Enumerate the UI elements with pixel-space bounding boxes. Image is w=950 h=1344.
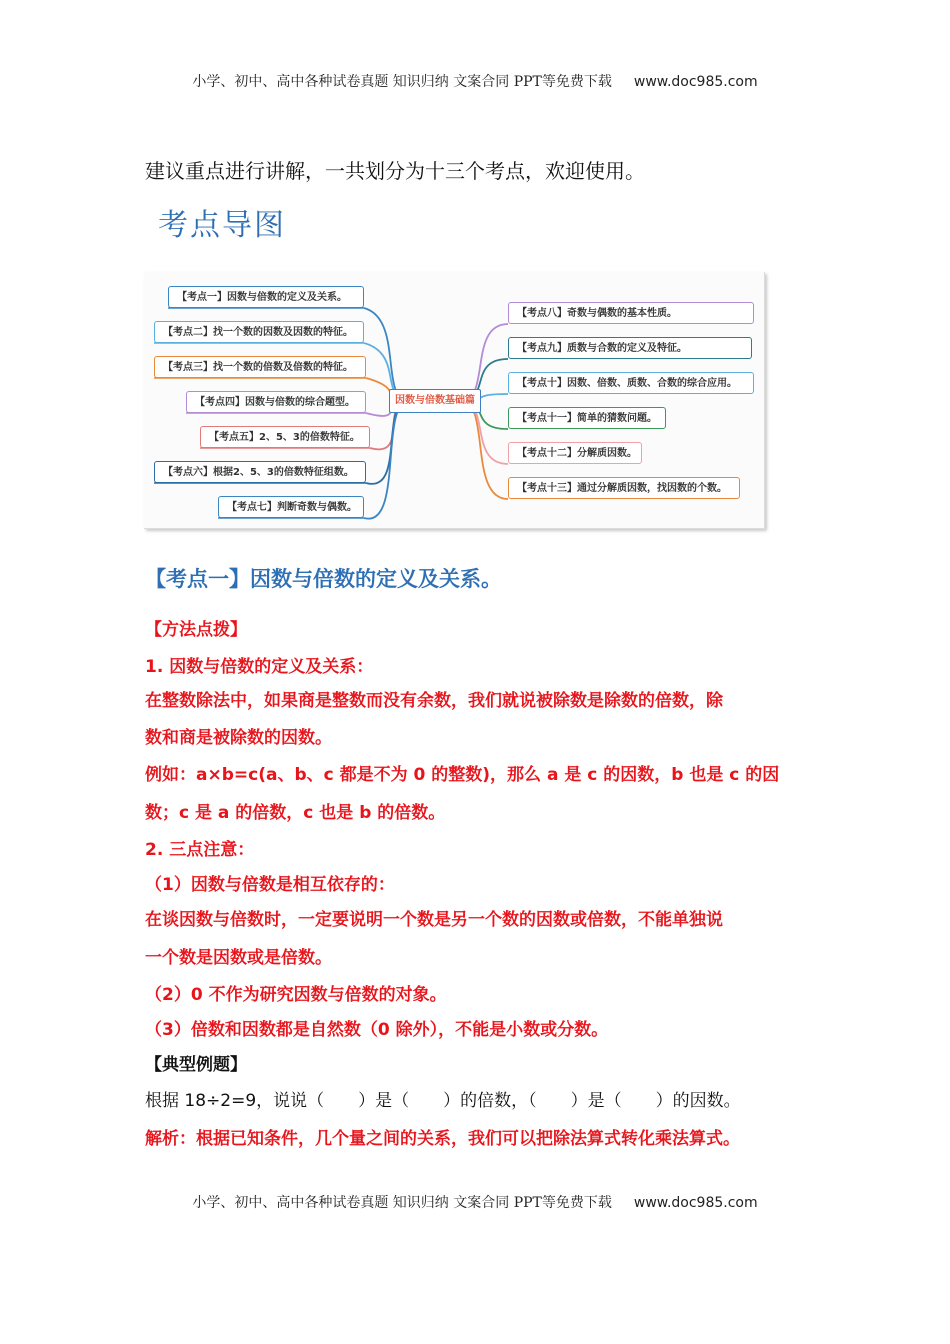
- mind-map-node-left-4: 【考点四】因数与倍数的综合题型。: [186, 391, 366, 413]
- footer-text: 小学、初中、高中各种试卷真题 知识归纳 文案合同 PPT等免费下载: [192, 1195, 612, 1211]
- mind-map-node-left-1: 【考点一】因数与倍数的定义及关系。: [168, 286, 364, 308]
- header-site[interactable]: www.doc985.com: [633, 74, 758, 90]
- n2-text: （2）0 不作为研究因数与倍数的对象。: [145, 985, 447, 1005]
- connector-right-6: [461, 401, 508, 499]
- mind-map-node-right-1: 【考点八】奇数与偶数的基本性质。: [508, 302, 754, 324]
- method-heading: 【方法点拨】: [145, 620, 247, 640]
- mind-map-node-left-2: 【考点二】找一个数的因数及因数的特征。: [154, 321, 364, 343]
- mind-map-node-right-5: 【考点十二】分解质因数。: [508, 442, 642, 464]
- n1-line1: 在谈因数与倍数时，一定要说明一个数是另一个数的因数或倍数，不能单独说: [145, 910, 723, 930]
- p1-line1: 在整数除法中，如果商是整数而没有余数，我们就说被除数是除数的倍数，除: [145, 691, 723, 711]
- n3-text: （3）倍数和因数都是自然数（0 除外），不能是小数或分数。: [145, 1020, 609, 1040]
- mind-map: [144, 272, 765, 529]
- mind-map-node-left-5: 【考点五】2、5、3的倍数特征。: [200, 426, 370, 448]
- map-title: 考点导图: [158, 208, 286, 243]
- page-header: [0, 71, 950, 91]
- connector-left-7: [364, 401, 409, 519]
- header-text: 小学、初中、高中各种试卷真题 知识归纳 文案合同 PPT等免费下载: [192, 74, 612, 90]
- connector-left-6: [366, 401, 409, 484]
- p2-heading: 2. 三点注意：: [145, 840, 255, 860]
- mind-map-node-left-7: 【考点七】判断奇数与偶数。: [218, 496, 364, 518]
- mind-map-node-right-4: 【考点十一】简单的猜数问题。: [508, 407, 666, 429]
- n1-heading: （1）因数与倍数是相互依存的：: [145, 875, 395, 895]
- example-question: 根据 18÷2=9，说说（ ）是（ ）的倍数，（ ）是（ ）的因数。: [145, 1091, 741, 1111]
- footer-site[interactable]: www.doc985.com: [633, 1195, 758, 1211]
- page-footer: [0, 1192, 950, 1212]
- p1-line4: 数；c 是 a 的倍数，c 也是 b 的倍数。: [145, 803, 446, 823]
- mind-map-node-right-2: 【考点九】质数与合数的定义及特征。: [508, 337, 752, 359]
- mind-map-node-right-6: 【考点十三】通过分解质因数，找因数的个数。: [508, 477, 740, 499]
- mind-map-center: 因数与倍数基础篇: [389, 389, 481, 413]
- mind-map-node-left-3: 【考点三】找一个数的倍数及倍数的特征。: [154, 356, 366, 378]
- intro-text: 建议重点进行讲解，一共划分为十三个考点，欢迎使用。: [145, 159, 645, 183]
- p1-heading: 1. 因数与倍数的定义及关系：: [145, 657, 374, 677]
- p1-line2: 数和商是被除数的因数。: [145, 728, 332, 748]
- n1-line2: 一个数是因数或是倍数。: [145, 948, 332, 968]
- mind-map-node-right-3: 【考点十】因数、倍数、质数、合数的综合应用。: [508, 372, 754, 394]
- p1-line3: 例如：a×b=c(a、b、c 都是不为 0 的整数)，那么 a 是 c 的因数，b 也是 c 的因: [145, 765, 780, 785]
- analysis-text: 解析：根据已知条件，几个量之间的关系，我们可以把除法算式转化乘法算式。: [145, 1129, 740, 1149]
- mind-map-node-left-6: 【考点六】根据2、5、3的倍数特征组数。: [154, 461, 366, 483]
- section-title: 【考点一】因数与倍数的定义及关系。: [145, 567, 502, 591]
- example-heading: 【典型例题】: [145, 1055, 247, 1075]
